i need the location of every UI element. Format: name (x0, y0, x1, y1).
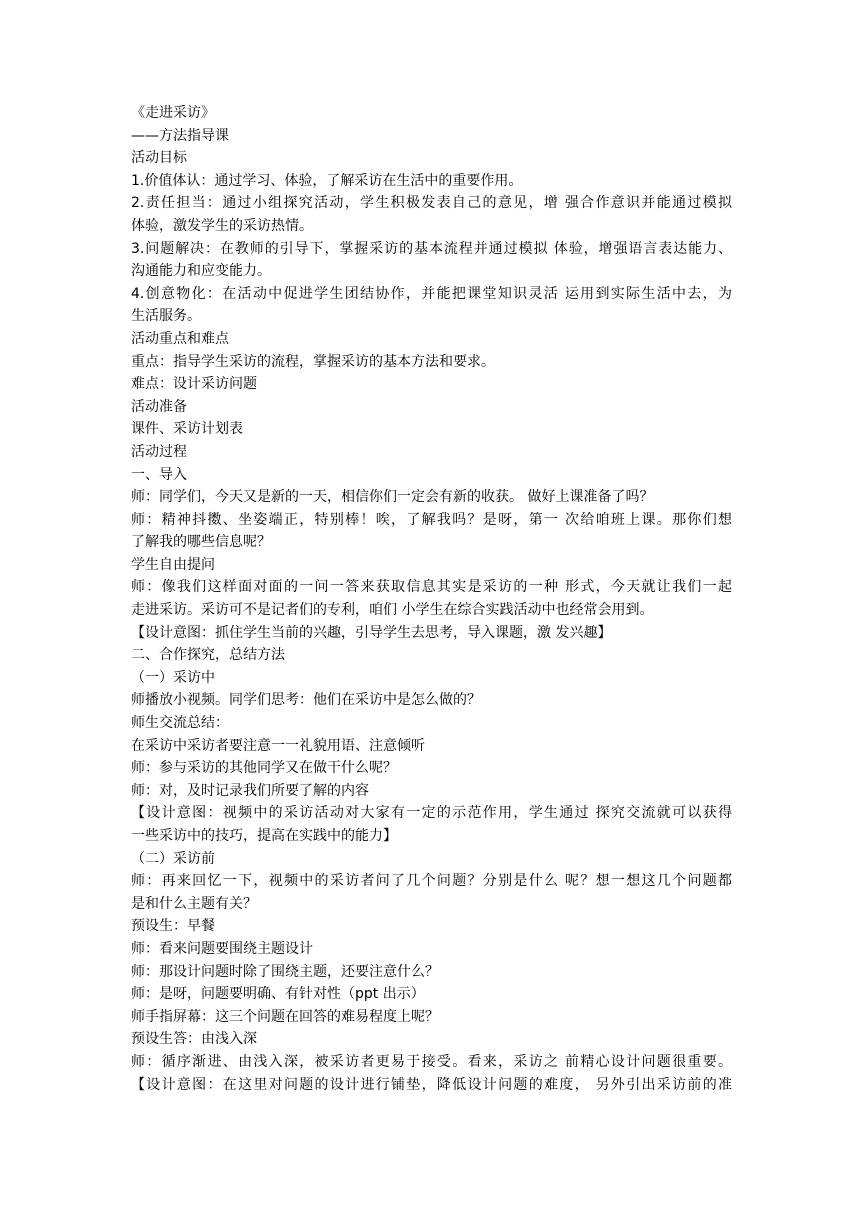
goal-2-line-1: 2.责任担当：通过小组探究活动，学生积极发表自己的意见，增 强合作意识并能通过模拟 (131, 195, 732, 212)
preparation-items: 课件、采访计划表 (131, 421, 243, 438)
paragraph: 在采访中采访者要注意一一礼貌用语、注意倾听 (131, 737, 425, 754)
paragraph: 师：看来问题要围绕主题设计 (131, 940, 313, 957)
subsection-heading: （一）采访中 (131, 669, 215, 686)
document-body (131, 102, 732, 1096)
difficulty: 难点：设计采访问题 (131, 376, 257, 393)
paragraph: 师：是呀，问题要明确、有针对性（ppt 出示） (131, 986, 425, 1003)
paragraph: 师手指屏幕：这三个问题在回答的难易程度上呢？ (131, 1008, 439, 1025)
paragraph: 师播放小视频。同学们思考：他们在采访中是怎么做的？ (131, 692, 481, 709)
key-point: 重点：指导学生采访的流程，掌握采访的基本方法和要求。 (131, 353, 495, 370)
paragraph: 走进采访。采访可不是记者们的专利，咱们 小学生在综合实践活动中也经常会用到。 (131, 602, 654, 619)
goal-3-line-1: 3.问题解决：在教师的引导下，掌握采访的基本流程并通过模拟 体验，增强语言表达能力、 (131, 240, 732, 257)
section-heading-preparation: 活动准备 (131, 398, 187, 415)
paragraph: 师：再来回忆一下，视频中的采访者问了几个问题？分别是什么 呢？想一想这几个问题都 (131, 873, 732, 890)
paragraph: 了解我的哪些信息呢？ (131, 534, 271, 551)
design-intent: 一些采访中的技巧，提高在实践中的能力】 (131, 828, 397, 844)
paragraph: 师生交流总结： (131, 715, 229, 732)
document-subtitle: ——方法指导课 (131, 127, 229, 144)
paragraph: 学生自由提问 (131, 556, 215, 573)
paragraph: 师：参与采访的其他同学又在做干什么呢？ (131, 760, 397, 777)
paragraph: 预设生答：由浅入深 (131, 1031, 257, 1048)
goal-1: 1.价值体认：通过学习、体验，了解采访在生活中的重要作用。 (131, 172, 523, 189)
goal-2-line-2: 体验，激发学生的采访热情。 (131, 217, 313, 234)
paragraph: 是和什么主题有关？ (131, 895, 257, 912)
paragraph: 师：循序渐进、由浅入深，被采访者更易于接受。看来，采访之 前精心设计问题很重要。 (131, 1053, 732, 1070)
paragraph: 师：精神抖擞、坐姿端正，特别棒！唉，了解我吗？是呀，第一 次给咱班上课。那你们想 (131, 511, 732, 528)
design-intent: 【设计意图：在这里对问题的设计进行铺垫，降低设计问题的难度， 另外引出采访前的准 (131, 1076, 732, 1093)
section-heading-process: 活动过程 (131, 443, 187, 460)
section-heading-goals: 活动目标 (131, 150, 187, 167)
section-heading-key-points: 活动重点和难点 (131, 330, 229, 347)
goal-4-line-2: 生活服务。 (131, 308, 201, 325)
goal-3-line-2: 沟通能力和应变能力。 (131, 263, 271, 280)
paragraph: 师：像我们这样面对面的一问一答来获取信息其实是采访的一种 形式，今天就让我们一起 (131, 579, 732, 596)
part-2-heading: 二、合作探究，总结方法 (131, 647, 285, 664)
paragraph: 师：那设计问题时除了围绕主题，还要注意什么？ (131, 963, 439, 980)
paragraph: 师：同学们，今天又是新的一天，相信你们一定会有新的收获。 做好上课准备了吗？ (131, 489, 654, 506)
design-intent: 【设计意图：抓住学生当前的兴趣，引导学生去思考，导入课题，激 发兴趣】 (131, 624, 612, 641)
part-1-heading: 一、导入 (131, 466, 187, 483)
design-intent: 【设计意图：视频中的采访活动对大家有一定的示范作用，学生通过 探究交流就可以获得 (131, 805, 732, 822)
paragraph: 预设生：早餐 (131, 918, 215, 935)
goal-4-line-1: 4.创意物化：在活动中促进学生团结协作，并能把课堂知识灵活 运用到实际生活中去，为 (131, 285, 732, 302)
paragraph: 师：对，及时记录我们所要了解的内容 (131, 782, 369, 799)
document-title: 《走进采访》 (131, 105, 215, 121)
subsection-heading: （二）采访前 (131, 850, 215, 867)
